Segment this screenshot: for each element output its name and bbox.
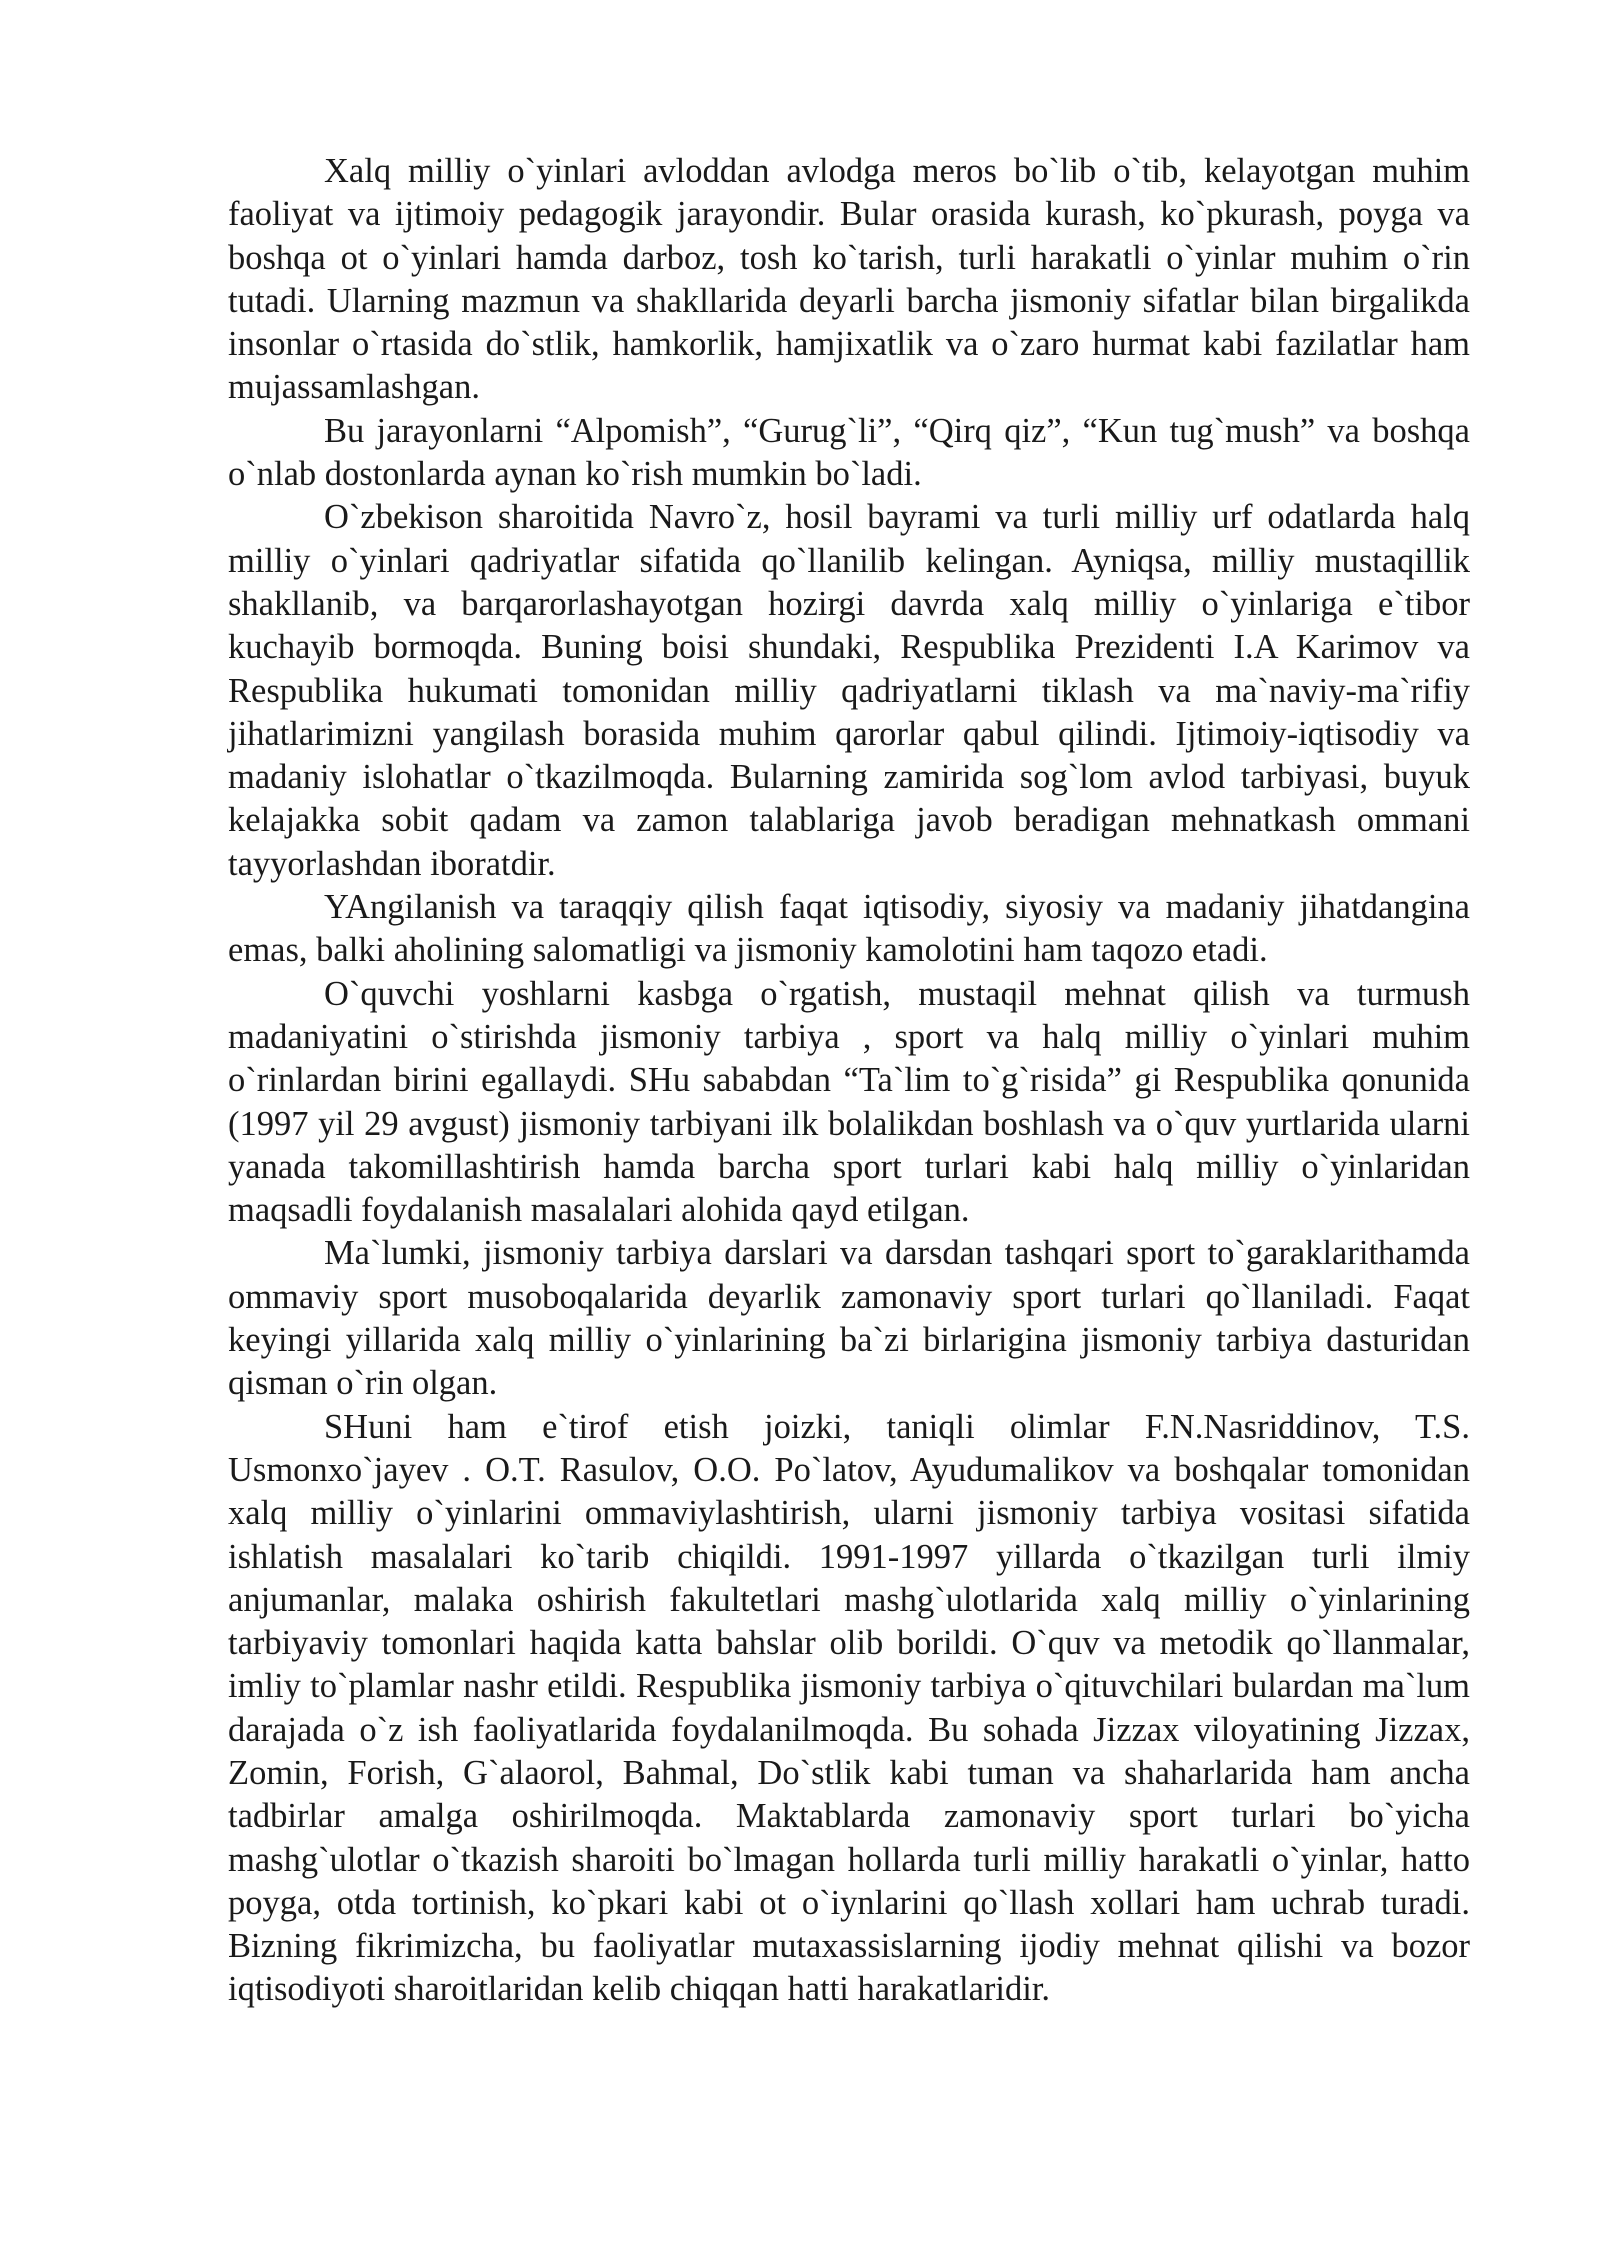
paragraph-6: Ma`lumki, jismoniy tarbiya darslari va darsdan tashqari sport to`garaklarithamda ommaviy sport musoboqalarida deyarlik zamonaviy sport turlari qo`llaniladi. Faqat keyingi yillarida xalq milliy o`yinlarining ba`zi birlarigina jismoniy tarbiya dasturidan qisman o`rin olgan. bbox=[228, 1234, 1470, 1403]
paragraph-1: Xalq milliy o`yinlari avloddan avlodga meros bo`lib o`tib, kelayotgan muhim faoliyat va ijtimoiy pedagogik jarayondir. Bular orasida kurash, ko`pkurash, poyga va boshqa ot o`yinlari hamda darboz, tosh ko`tarish, turli harakatli o`yinlar muhim o`rin tutadi. Ularning mazmun va shakllarida deyarli barcha jismoniy sifatlar bilan birgalikda insonlar o`rtasida do`stlik, hamkorlik, hamjixatlik va o`zaro hurmat kabi fazilatlar ham mujassamlashgan. bbox=[228, 152, 1470, 407]
paragraph-4: YAngilanish va taraqqiy qilish faqat iqtisodiy, siyosiy va madaniy jihatdangina emas, balki aholining salomatligi va jismoniy kamolotini ham taqozo etadi. bbox=[228, 888, 1470, 970]
paragraph-7: SHuni ham e`tirof etish joizki, taniqli olimlar F.N.Nasriddinov, T.S. Usmonxo`jayev . O.T. Rasulov, O.O. Po`latov, Ayudumalikov va boshqalar tomonidan xalq milliy o`yinlarini ommaviylashtirish, ularni jismoniy tarbiya vositasi sifatida ishlatish masalalari ko`tarib chiqildi. 1991-1997 yillarda o`tkazilgan turli ilmiy anjumanlar, malaka oshirish fakultetlari mashg`ulotlarida xalq milliy o`yinlarining tarbiyaviy tomonlari haqida katta bahslar olib borildi. O`quv va metodik qo`llanmalar, imliy to`plamlar nashr etildi. Respublika jismoniy tarbiya o`qituvchilari bulardan ma`lum darajada o`z ish faoliyatlarida foydalanilmoqda. Bu sohada Jizzax viloyatining Jizzax, Zomin, Forish, G`alaorol, Bahmal, Do`stlik kabi tuman va shaharlarida ham ancha tadbirlar amalga oshirilmoqda. Maktablarda zamonaviy sport turlari bo`yicha mashg`ulotlar o`tkazish sharoiti bo`lmagan hollarda turli milliy harakatli o`yinlar, hatto poyga, otda tortinish, ko`pkari kabi ot o`iynlarini qo`llash xollari ham uchrab turadi. Bizning fikrimizcha, bu faoliyatlar mutaxassislarning ijodiy mehnat qilishi va bozor iqtisodiyoti sharoitlaridan kelib chiqqan hatti harakatlaridir. bbox=[228, 1407, 1470, 2009]
paragraph-3: O`zbekison sharoitida Navro`z, hosil bayrami va turli milliy urf odatlarda halq milliy o`yinlari qadriyatlar sifatida qo`llanilib kelingan. Ayniqsa, milliy mustaqillik shakllanib, va barqarorlashayotgan hozirgi davrda xalq milliy o`yinlariga e`tibor kuchayib bormoqda. Buning boisi shundaki, Respublika Prezidenti I.A Karimov va Respublika hukumati tomonidan milliy qadriyatlarni tiklash va ma`naviy-ma`rifiy jihatlarimizni yangilash borasida muhim qarorlar qabul qilindi. Ijtimoiy-iqtisodiy va madaniy islohatlar o`tkazilmoqda. Bularning zamirida sog`lom avlod tarbiyasi, buyuk kelajakka sobit qadam va zamon talablariga javob beradigan mehnatkash ommani tayyorlashdan iboratdir. bbox=[228, 498, 1470, 883]
document-body bbox=[228, 150, 1470, 2012]
paragraph-5: O`quvchi yoshlarni kasbga o`rgatish, mustaqil mehnat qilish va turmush madaniyatini o`stirishda jismoniy tarbiya , sport va halq milliy o`yinlari muhim o`rinlardan birini egallaydi. SHu sababdan “Ta`lim to`g`risida” gi Respublika qonunida (1997 yil 29 avgust) jismoniy tarbiyani ilk bolalikdan boshlash va o`quv yurtlarida ularni yanada takomillashtirish hamda barcha sport turlari kabi halq milliy o`yinlaridan maqsadli foydalanish masalalari alohida qayd etilgan. bbox=[228, 974, 1470, 1230]
paragraph-2: Bu jarayonlarni “Alpomish”, “Gurug`li”, “Qirq qiz”, “Kun tug`mush” va boshqa o`nlab dostonlarda aynan ko`rish mumkin bo`ladi. bbox=[228, 411, 1470, 494]
